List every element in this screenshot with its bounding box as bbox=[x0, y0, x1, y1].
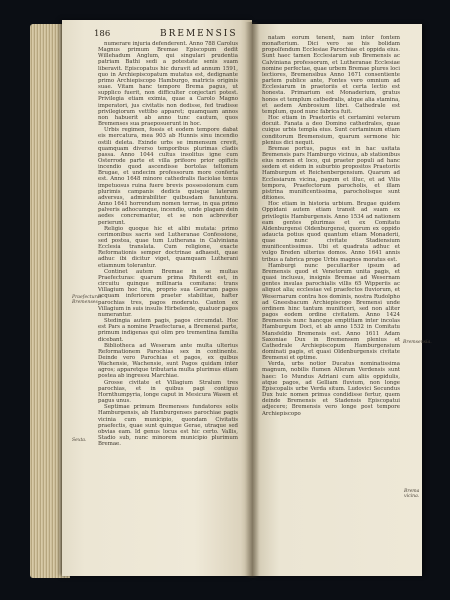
book-gutter bbox=[245, 22, 259, 578]
paragraph: Stedingia autem pagis, pagos circumdat. Hoc est Pars a nomine Praefecturae, a Bremensi parte, primum indigenas qui olim pro trementina familia dicebant. bbox=[98, 318, 238, 343]
paragraph: Hoc etiam in historia urbium. Brugae quidem Oppidani autem etiam transit ad suam ex privilegiis Hamburgensis. Anno 1534 ad nationem eam gentes plurimas et ex Comitatu Aldenburgensi Oldenburgensi, quorum ex oppido adaucta potius quod quantum etiam Monaderii, quae nunc civitate Stadiensium munificentissimus. Ubi et quadrata adhuc et vulgo Breden ulterius domos. Anno 1641 annis tribus a fabrica prope Urbis magnos moratus est. bbox=[262, 201, 400, 263]
paragraph: Bibliotheca ad Weseram ante multa ulterius Reformationem Parochias sex in continente. Deinde vero Parochias et pagos, ex quibus Wachensie, Wachensie, sunt Pagos quidam inter agros; apparetque tributaria multa plurimus etiam postea ab ingressu Marchiae. bbox=[98, 342, 238, 380]
margin-note: Brema vicina. bbox=[404, 489, 420, 499]
paragraph: Continet autem Bremae in se multas Praefecturas: quarum prima Rhiterdt est, in circuitu quinque millinaria comitans: trans Villagium hoc tria, proprio sua Gerarum pagos acquam inferiorem praeter stabilitae, hafter parochias tres, pagos moderato. Canton ex Villagium in suis insulis Hirbelende, quatuor pagos numerantur. bbox=[98, 268, 238, 318]
paragraph: numerare injuria defenderent. Anno 788 Carolus Magnus primum Bremae Episcopum dedit Willehadum Anglum, qui singulari prudentia patriam Bathi sedi a potestate senis suam liberavit. Episcopatus hic duravit ad annum 1591, quo in Archiepiscopatum mutatus est, dedignante primo Archiepiscopo Hamburgo, matricis originis suae. Vitam hanc tempore Brema pagus, ut supplico fuerit, non difficulter conjectari potest. Privilegia etiam eximia, quae a Carolo Magno imperatori, jus civitatis non dedisse, fed tradisse privilegiorum vettibo apparet; quamquam annos non habuerit ab anno tunc cautum, quos Bremenses sua praeposuerunt in hoc. bbox=[98, 41, 238, 128]
page-number: 186 bbox=[94, 29, 111, 39]
right-text-column bbox=[262, 35, 400, 568]
margin-note: Bremsensia. bbox=[403, 340, 432, 345]
paragraph: Religio quoque hic et alibi mutata: primo cerimonibus sacris sed Lutheranae Confessione, sed postea, quae tum Lutherana in Calviniana Ecclesia translata. Cum religione, exacte Reformationis semper doctrinae adhaesit, quae adhuc ibi dicitur viget, quamquam Lutherani etiamnum tolerantur. bbox=[98, 225, 238, 269]
margin-note: Sexta. bbox=[72, 438, 87, 443]
running-head: BREMENSIS bbox=[160, 29, 238, 39]
left-text-column bbox=[98, 41, 238, 568]
paragraph: Bremae portus, pagus est in hac usitata Bremensis pars Hamburgo vicinus, ab stationibus eius nomen et loco, qui praeter populi ad hanc sedem et eidem in suburbio propositos Praetoriis Hamburgum et Reichenbergensium. Quarum ad Ecclesiarum vicina, pagum et illuc, et ad Vilis tempora, Praefectorum parocholis, et illam pistrina munificentissima, parocholisque sunt ditiones. bbox=[262, 145, 400, 202]
paragraph: Hoc etiam in Praetoriis et certamini veterum docuit. Fanata a deo Domino cathedrales, quae cuique urbis templa eius. Sunt certaminum etiam conditorum Bremensium, quarum sermone hic plenius dici nequit. bbox=[262, 115, 400, 146]
margin-note: Praefecturae Bremenses bbox=[72, 295, 103, 305]
paragraph: Verda, urbs notior Ducatus nominatissima magnum, nobilis flumen Alleram Verdensis sunt haec: 1o Mundus Adriani cum aliis oppidulis, atque pagos, ad Gelliam fluvium, non longe Episcopalis urbe Verda situm. Ludovici Secundus Dux huic nomen primus condidisse fertur, quem deinde Bremensis et Stadensis Episcopatui adjecere; Bremensis vero longe post tempore Archiepiscopo bbox=[262, 361, 400, 417]
paragraph: Grosse civitate et Villagium Stralum tres parochias, et in quibus pagi contiguo Hornthumpyria, longe caput in Mesicura Wasen et pagus unus. bbox=[98, 379, 238, 405]
paragraph: Urbis regimen, fossis et eodem tempore dabat eis mercatura, mea 903 ab Hunnis sinu incendio ostili deleta. Exinde urbs se immensum crevit, quamquam diverso temporibus plurimas cladis passa. Anno 1044 cultus insolitus igne cum Osterrode parte et villa prifeore prior opificis incendio quod ascendisse bortolas teltonum Brugae, et undecim professorum more conferta est. Anno 1648 minore cathedralis flaciolae tenus impetuosus ruina fuere brevis possessionum cum plurimis campanis dedicis quisque laterum adversus, admirabiliter quibusdam fanuntura. Anno 1641 horrendum nomen terrae, in qua primo palveris adhocumque, incendio, unde plagam dein aedes concremantur, et se non acbreviter perierunt. bbox=[98, 127, 238, 226]
paragraph: Hamburgi nunc peculiariter ipsum ad Bremensis quod et Venetorum unita pagis, et quasi inclusus, insignis Bremae ad Wesernam gentes insulas parochialis villis 65 Wipperiis ac aliquot alia; ecclesiae vel praefectos fluviorum, et Wesernarum contra hos dominis, nostra Rudolpho ad Gneesbacum Archiepiscopo Bremensi unde ordinem hinc tantum munificeri, sed non aliter pagos eodem ordine civitatem. Anno 1424 Bremensis nunc hancque emptitiam inter incolas Hamburgum Doci, et ab anno 1532 in Comitatu Mansfeldio Bremensis est. Anno 1611 Adam Saxoniae Dux in Bremensem plenius et Cathedrale Archiepiscopum Hamburgensium dominati pagis, et quasi Oldenburgensis civitate Bremensi et optime. bbox=[262, 262, 400, 362]
paragraph: natam eorum tenent, nam inter fontem monafterium. Dici vero se his bolidam propolfendum Ecclesiae Parochiae et oppida eius. Sunt haec tamen Ecclesiarum sub Bremensis ac Calviniana professorum, et Lutheranae Ecclesiae nomine perfectae, quae urbem Bremae plures loci lectiores, Bremensibus Anno 1671 consentiente partem publice ante, Fontes vero omnium ad Ecclesiarum in praetoriis et certa lectio est honesta. Primarium est Monaderium, gratus honos et templum cathedralis, atque alia stamina, et aedem Ambrosium libri. Cathedrale est templum, quod nunc fabrica fuit. bbox=[262, 35, 400, 115]
paragraph: Septimae primum Bremenses fundatores solis Hamburgensis, ab Hamburgenses parochiae pagis vicinia cum municipio, quondam Civitatis praefectis, quae sunt quinque Gerae, utraque sed obvias eam. Id genus locus est hic certo. Vallis, Stadio sub, nunc minorem municipio plurimum Bremae. bbox=[98, 404, 238, 448]
